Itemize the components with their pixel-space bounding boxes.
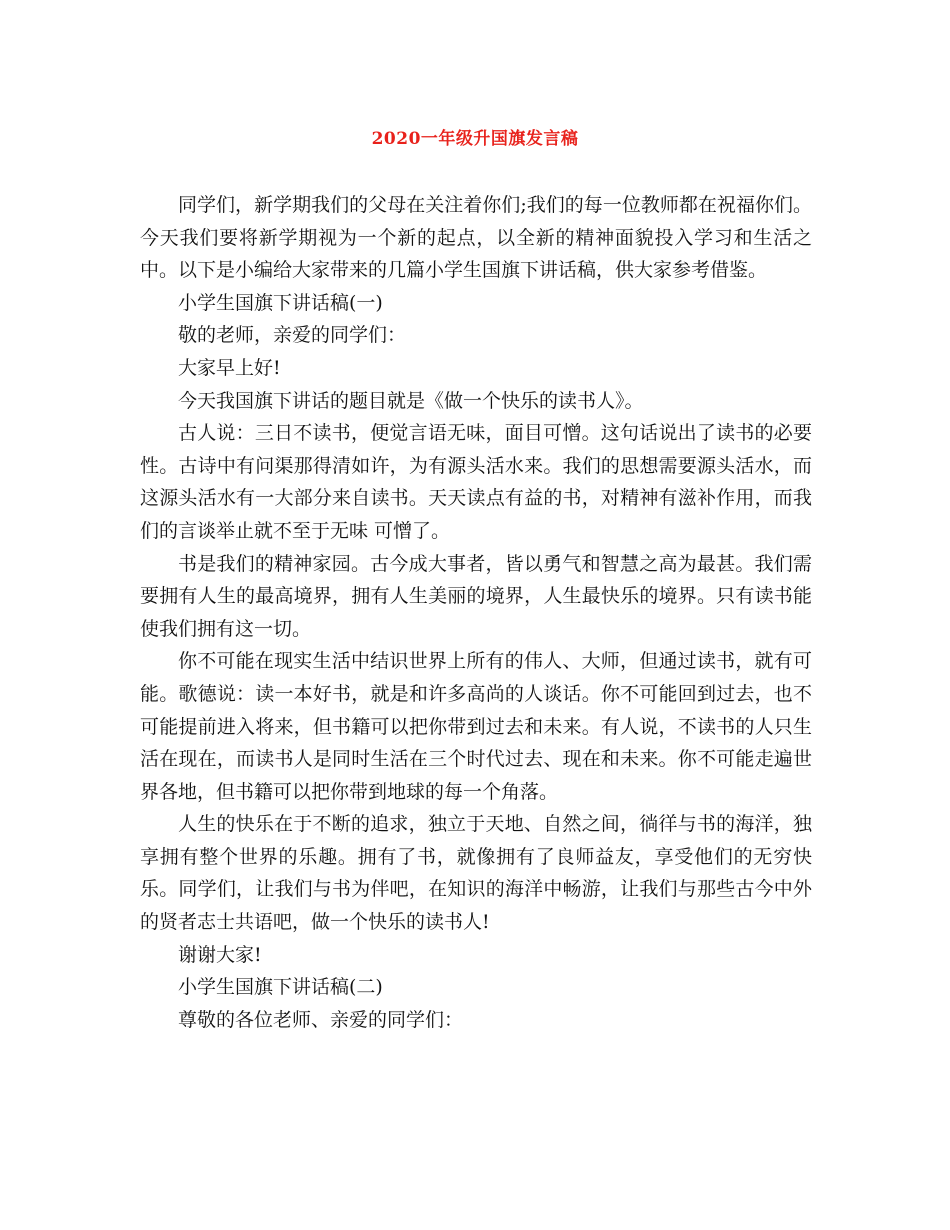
section-heading-2: 小学生国旗下讲话稿(二) xyxy=(178,976,383,999)
salutation-2: 尊敬的各位老师、亲爱的同学们： xyxy=(178,1008,464,1031)
speech-topic: 今天我国旗下讲话的题目就是《做一个快乐的读书人》。 xyxy=(178,389,644,412)
paragraph: 古人说：三日不读书，便觉言语无味，面目可憎。这句话说出了读书的必要性。古诗中有问渠那得清如许，为有源头活水来。我们的思想需要源头活水，而这源头活水有一大部分来自读书。天天读点有益的书，对精神有滋补作用，而我们的言谈举止就不至于无味 可憎了。 xyxy=(140,422,812,542)
document-body xyxy=(140,189,812,1036)
salutation: 敬的老师，亲爱的同学们： xyxy=(178,324,407,347)
section-heading-1: 小学生国旗下讲话稿(一) xyxy=(178,291,383,314)
closing-thanks: 谢谢大家! xyxy=(178,943,262,966)
document-title: 2020一年级升国旗发言稿 xyxy=(371,129,579,149)
paragraph: 书是我们的精神家园。古今成大事者，皆以勇气和智慧之高为最甚。我们需要拥有人生的最高境界，拥有人生美丽的境界，人生最快乐的境界。只有读书能使我们拥有这一切。 xyxy=(140,552,812,640)
greeting: 大家早上好! xyxy=(178,356,281,379)
paragraph: 你不可能在现实生活中结识世界上所有的伟人、大师，但通过读书，就有可能。歌德说：读一本好书，就是和许多高尚的人谈话。你不可能回到过去，也不可能提前进入将来，但书籍可以把你带到过去和未来。有人说，不读书的人只生活在现在，而读书人是同时生活在三个时代过去、现在和未来。你不可能走遍世界各地，但书籍可以把你带到地球的每一个角落。 xyxy=(140,650,812,803)
paragraph: 人生的快乐在于不断的追求，独立于天地、自然之间，徜徉与书的海洋，独享拥有整个世界的乐趣。拥有了书，就像拥有了良师益友，享受他们的无穷快乐。同学们，让我们与书为伴吧，在知识的海洋中畅游，让我们与那些古今中外的贤者志士共语吧，做一个快乐的读书人! xyxy=(140,813,812,934)
paragraph-intro: 同学们，新学期我们的父母在关注着你们;我们的每一位教师都在祝福你们。今天我们要将新学期视为一个新的起点，以全新的精神面貌投入学习和生活之中。以下是小编给大家带来的几篇小学生国旗下讲话稿，供大家参考借鉴。 xyxy=(140,194,812,282)
